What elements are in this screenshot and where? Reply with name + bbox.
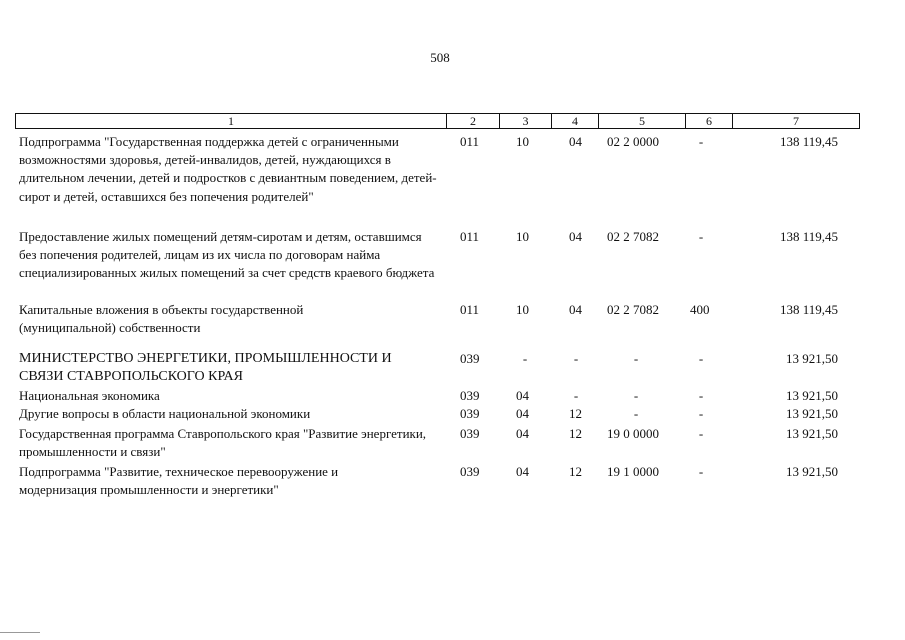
header-col-6: 6: [685, 114, 732, 128]
row-name: Государственная программа Ставропольского края "Развитие энергетики, промышленности и связи": [19, 426, 427, 460]
row-name: МИНИСТЕРСТВО ЭНЕРГЕТИКИ, ПРОМЫШЛЕННОСТИ И СВЯЗИ СТАВРОПОЛЬСКОГО КРАЯ: [19, 351, 392, 385]
col-7-value: 138 119,45: [779, 229, 838, 244]
page-number: 508: [430, 50, 450, 65]
row-name: Подпрограмма "Развитие, техническое перевооружение и модернизация промышленности и энергетики": [19, 464, 339, 498]
col-5-value: 19 0 0000: [607, 426, 659, 441]
header-col-4: 4: [551, 114, 598, 128]
col-6-value: -: [698, 426, 704, 441]
col-2-value: 039: [460, 426, 480, 441]
col-4-value: -: [573, 351, 579, 366]
row-name: Предоставление жилых помещений детям-сиротам и детям, оставшимся без попечения родителей, лицам из их числа по договорам найма специализированных жилых помещений за счет средств краевого бюджета: [19, 229, 435, 281]
col-4-value: 12: [569, 464, 582, 479]
col-7-value: 13 921,50: [786, 388, 838, 403]
col-7-value: 13 921,50: [786, 351, 838, 366]
col-5-value: -: [633, 406, 639, 421]
header-col-7: 7: [732, 114, 859, 128]
col-3-value: 04: [516, 426, 529, 441]
header-col-1: 1: [228, 114, 234, 128]
scan-artifact: [0, 632, 40, 633]
col-5-value: 02 2 7082: [607, 302, 659, 317]
col-4-value: 04: [569, 134, 582, 149]
col-7-value: 13 921,50: [786, 426, 838, 441]
col-3-value: 10: [516, 302, 529, 317]
header-col-3: 3: [499, 114, 551, 128]
col-7-value: 138 119,45: [779, 134, 838, 149]
col-2-value: 039: [460, 388, 480, 403]
col-6-value: -: [698, 464, 704, 479]
col-6-value: -: [698, 351, 704, 366]
col-7-value: 13 921,50: [786, 464, 838, 479]
col-4-value: 12: [569, 406, 582, 421]
header-col-5: 5: [598, 114, 685, 128]
col-6-value: -: [698, 388, 704, 403]
col-2-value: 039: [460, 406, 480, 421]
col-3-value: 04: [516, 464, 529, 479]
col-6-value: -: [698, 134, 704, 149]
col-5-value: 19 1 0000: [607, 464, 659, 479]
col-5-value: 02 2 0000: [607, 134, 659, 149]
col-5-value: -: [633, 388, 639, 403]
col-4-value: -: [573, 388, 579, 403]
col-6-value: 400: [690, 302, 710, 317]
col-4-value: 04: [569, 229, 582, 244]
col-2-value: 011: [460, 302, 480, 317]
col-3-value: -: [522, 351, 528, 366]
col-6-value: -: [698, 406, 704, 421]
col-3-value: 10: [516, 134, 529, 149]
col-2-value: 011: [460, 229, 480, 244]
col-5-value: -: [633, 351, 639, 366]
row-name: Другие вопросы в области национальной экономики: [19, 406, 311, 421]
col-2-value: 039: [460, 464, 480, 479]
col-6-value: -: [698, 229, 704, 244]
col-5-value: 02 2 7082: [607, 229, 659, 244]
col-2-value: 039: [460, 351, 480, 366]
col-4-value: 12: [569, 426, 582, 441]
col-2-value: 011: [460, 134, 480, 149]
col-3-value: 10: [516, 229, 529, 244]
row-name: Капитальные вложения в объекты государственной (муниципальной) собственности: [19, 302, 304, 336]
table-header: [15, 113, 860, 129]
row-name: Национальная экономика: [19, 388, 160, 403]
row-name: Подпрограмма "Государственная поддержка детей с ограниченными возможностями здоровья, детей-инвалидов, детей, нуждающихся в длительном лечении, детей и подростков с девиантным поведением, детей-сирот и детей, оставшихся без попечения родителей": [19, 134, 437, 204]
header-col-2: 2: [446, 114, 499, 128]
col-4-value: 04: [569, 302, 582, 317]
col-3-value: 04: [516, 406, 529, 421]
col-3-value: 04: [516, 388, 529, 403]
col-7-value: 138 119,45: [779, 302, 838, 317]
col-7-value: 13 921,50: [786, 406, 838, 421]
